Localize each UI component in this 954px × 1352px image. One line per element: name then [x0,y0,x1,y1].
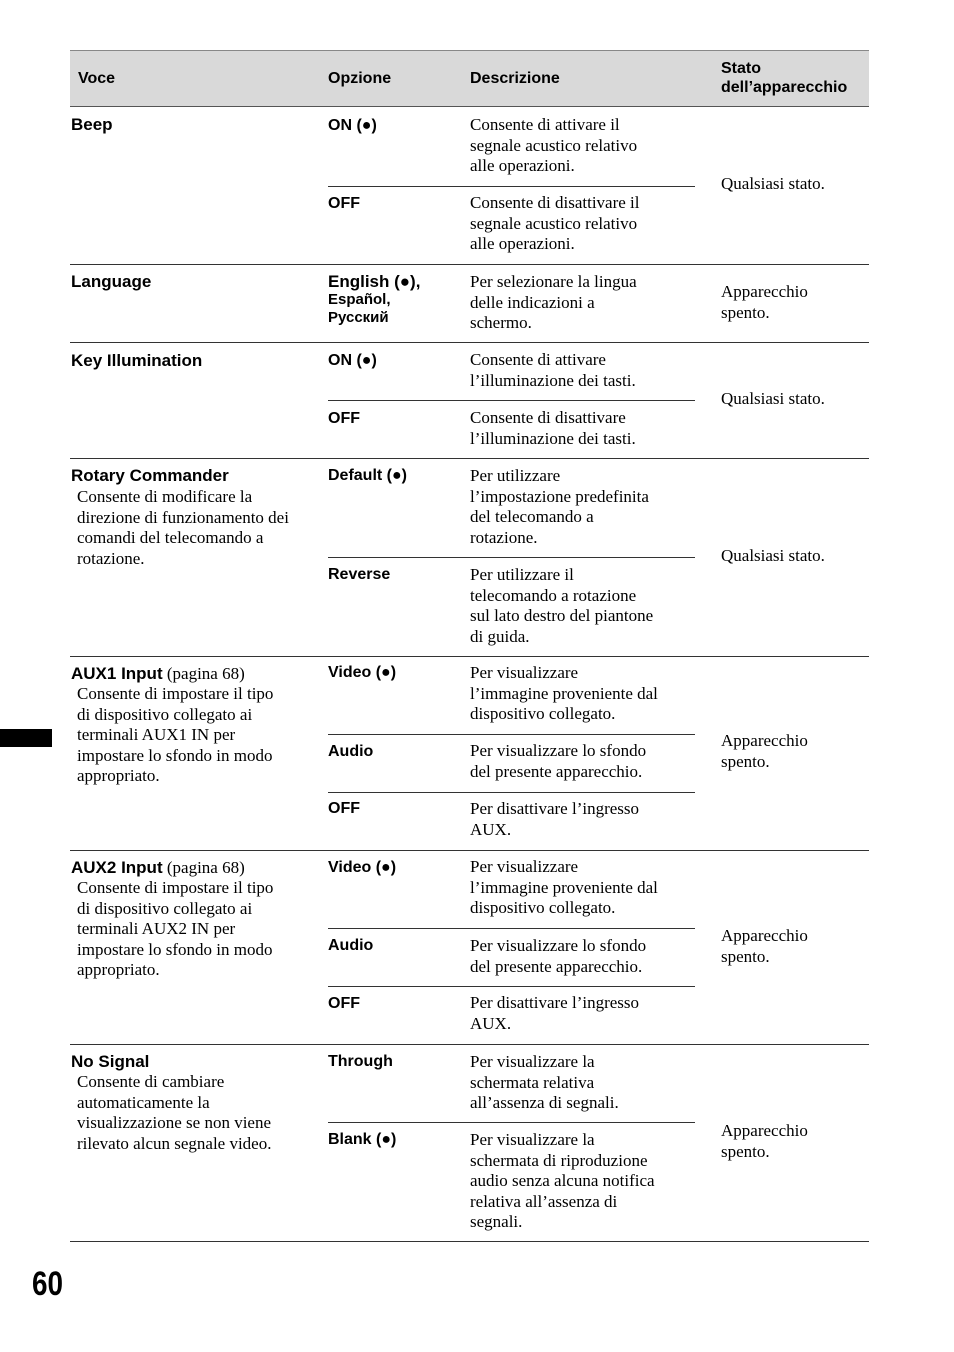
desc-aux1-video [470,663,658,725]
option-through: Through [328,1053,393,1070]
desc-line: l’impostazione predefinita [470,486,649,506]
option-key-on: ON (●) [328,352,377,369]
desc-aux1-audio [470,741,646,782]
option-divider [328,186,695,187]
option-language [328,273,420,327]
desc-line: relativa all’assenza di [470,1191,618,1211]
row-divider [70,656,869,657]
option-aux1-audio: Audio [328,743,374,760]
item-aux2-title [71,858,245,879]
desc-aux2-video [470,857,658,919]
header-descrizione: Descrizione [470,70,560,87]
row-divider [70,342,869,343]
desc-line: impostare lo sfondo in modo [77,745,273,765]
desc-line: rotazione. [470,527,538,547]
desc-line: automaticamente la [77,1092,210,1112]
desc-line: Per selezionare la lingua [470,272,637,291]
desc-key-on [470,350,636,391]
state-rotary: Qualsiasi stato. [721,546,825,565]
state-no-signal [721,1121,808,1162]
desc-line: schermo. [470,313,532,332]
desc-line: segnale acustico relativo [470,135,638,155]
desc-line: dispositivo collegato. [470,704,616,723]
option-espanol: Español, [328,291,391,308]
state-line: spento. [721,751,770,771]
desc-line: audio senza alcuna notifica [470,1171,655,1190]
header-opzione: Opzione [328,70,392,87]
state-language [721,282,808,323]
desc-line: l’illuminazione dei tasti. [470,370,636,390]
item-language-title: Language [71,272,152,291]
desc-line: di dispositivo collegato ai [77,704,253,724]
desc-line: Consente di impostare il tipo [77,878,274,897]
desc-line: schermata di riproduzione [470,1150,648,1170]
item-key-illumination-title: Key Illumination [71,351,203,370]
desc-line: del telecomando a [470,507,594,526]
desc-line: Per visualizzare lo sfondo [470,741,647,760]
aux1-title-text: AUX1 Input [71,664,163,683]
option-aux1-off: OFF [328,800,360,817]
desc-key-off [470,408,636,449]
option-divider [328,557,695,558]
aux2-title-text: AUX2 Input [71,858,163,877]
option-rotary-reverse: Reverse [328,566,391,583]
state-aux2 [721,926,808,967]
desc-line: Per disattivare l’ingresso [470,799,640,818]
state-line: spento. [721,946,770,966]
option-blank: Blank (●) [328,1131,397,1148]
desc-line: di dispositivo collegato ai [77,898,253,918]
item-no-signal-description [71,1072,271,1154]
header-voce: Voce [78,70,116,87]
option-rotary-default: Default (●) [328,467,407,484]
desc-aux2-off [470,993,639,1034]
desc-line: alle operazioni. [470,234,575,253]
table-bottom-rule [70,1241,869,1242]
option-divider [328,400,695,401]
option-divider [328,928,695,929]
desc-line: AUX. [470,819,512,839]
desc-line: Consente di attivare [470,350,606,369]
desc-line: del presente apparecchio. [470,956,643,976]
item-aux2-description [71,878,273,981]
desc-line: Per visualizzare la [470,1052,595,1071]
option-aux2-video: Video (●) [328,859,397,876]
option-divider [328,986,695,987]
option-divider [328,792,695,793]
aux1-page-reference: (pagina 68) [162,664,245,683]
desc-line: Per visualizzare la [470,1130,595,1149]
row-divider [70,850,869,851]
option-beep-on: ON (●) [328,117,377,134]
desc-line: sul lato destro del piantone [470,606,654,625]
desc-beep-off [470,193,640,255]
desc-line: direzione di funzionamento dei [77,507,289,527]
desc-line: schermata relativa [470,1072,595,1092]
desc-line: rilevato alcun segnale video. [77,1133,272,1153]
item-rotary-title: Rotary Commander [71,466,229,485]
state-line: Apparecchio [721,926,808,945]
desc-line: Consente di modificare la [77,487,253,506]
desc-line: alle operazioni. [470,156,575,175]
state-line: spento. [721,302,770,322]
state-aux1 [721,731,808,772]
desc-line: visualizzazione se non viene [77,1113,272,1132]
desc-line: l’illuminazione dei tasti. [470,428,636,448]
state-line: Apparecchio [721,731,808,750]
header-stato-line2: dell’apparecchio [721,79,848,96]
desc-rotary-reverse [470,565,653,647]
desc-through [470,1052,619,1114]
desc-line: l’immagine proveniente dal [470,683,658,703]
desc-line: appropriato. [77,766,160,785]
option-key-off: OFF [328,410,360,427]
page-number: 60 [32,1265,64,1303]
desc-line: Per disattivare l’ingresso [470,993,640,1012]
desc-line: terminali AUX2 IN per [77,919,236,938]
desc-line: Per utilizzare [470,466,561,485]
item-aux1-title [71,664,245,685]
header-stato-line1: Stato [721,60,761,77]
item-aux1-description [71,684,273,787]
state-line: Apparecchio [721,282,808,301]
header-stato [721,59,847,97]
desc-line: delle indicazioni a [470,292,595,312]
state-line: Apparecchio [721,1121,808,1140]
option-aux2-audio: Audio [328,937,374,954]
desc-line: AUX. [470,1013,512,1033]
desc-line: Consente di disattivare [470,408,626,427]
desc-aux1-off [470,799,639,840]
desc-line: Consente di disattivare il [470,193,640,212]
desc-line: terminali AUX1 IN per [77,725,236,744]
aux2-page-reference: (pagina 68) [162,858,245,877]
desc-line: dispositivo collegato. [470,898,616,917]
desc-line: del presente apparecchio. [470,761,643,781]
desc-line: rotazione. [77,548,145,568]
item-no-signal-title: No Signal [71,1052,150,1071]
row-divider [70,264,869,265]
desc-beep-on [470,115,637,177]
desc-line: Per visualizzare lo sfondo [470,936,647,955]
option-divider [328,734,695,735]
option-english: English (●), [328,272,421,291]
desc-rotary-default [470,466,649,548]
row-divider [70,458,869,459]
desc-line: Consente di impostare il tipo [77,684,274,703]
section-tab-marker [0,729,52,747]
desc-line: segnali. [470,1212,523,1231]
desc-line: Per visualizzare [470,663,579,682]
item-beep-title: Beep [71,115,113,134]
desc-line: appropriato. [77,960,160,979]
desc-aux2-audio [470,936,646,977]
desc-line: all’assenza di segnali. [470,1093,619,1112]
item-rotary-description [71,487,289,569]
option-aux2-off: OFF [328,995,360,1012]
desc-blank [470,1130,655,1233]
desc-language [470,272,637,334]
state-beep: Qualsiasi stato. [721,174,825,193]
desc-line: telecomando a rotazione [470,585,637,605]
desc-line: segnale acustico relativo [470,213,638,233]
option-divider [328,1122,695,1123]
desc-line: Consente di cambiare [77,1072,225,1091]
option-russian: Русский [328,309,389,326]
desc-line: l’immagine proveniente dal [470,877,658,897]
option-beep-off: OFF [328,195,360,212]
desc-line: impostare lo sfondo in modo [77,939,273,959]
option-aux1-video: Video (●) [328,664,397,681]
state-line: spento. [721,1141,770,1161]
state-key-illumination: Qualsiasi stato. [721,389,825,408]
desc-line: Per utilizzare il [470,565,574,584]
desc-line: di guida. [470,626,530,646]
desc-line: comandi del telecomando a [77,528,264,547]
desc-line: Consente di attivare il [470,115,620,134]
desc-line: Per visualizzare [470,857,579,876]
row-divider [70,1044,869,1045]
